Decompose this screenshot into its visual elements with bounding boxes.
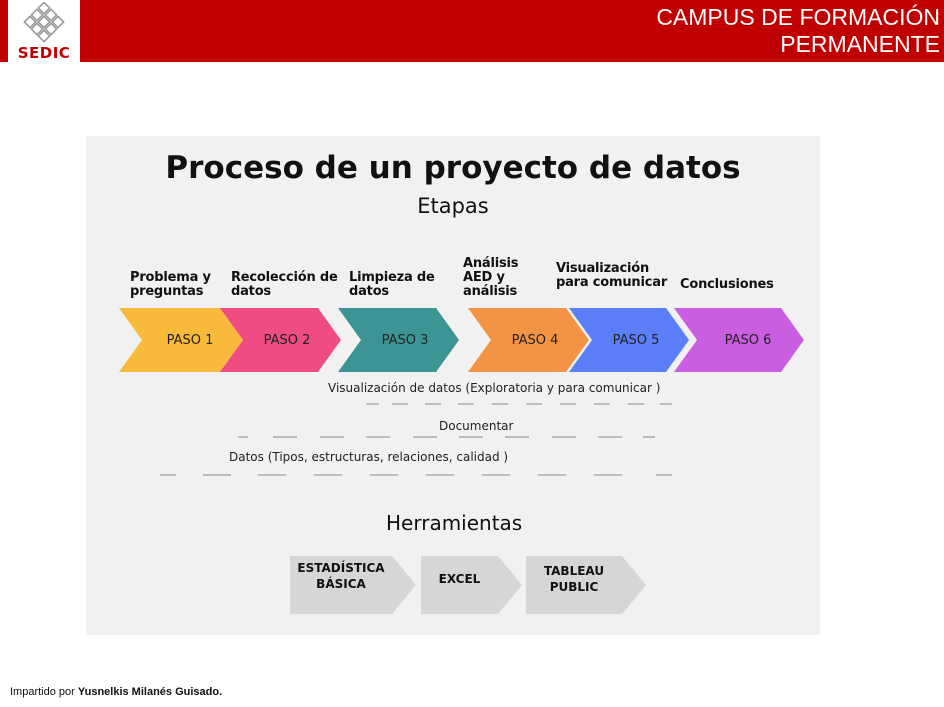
footer-prefix: Impartido por bbox=[10, 686, 78, 698]
step-5-label: Visualización para comunicar bbox=[556, 261, 668, 290]
step-3-chevron-text: PASO 3 bbox=[381, 333, 429, 348]
step-6-label: Conclusiones bbox=[680, 277, 774, 292]
step-1-label: Problema y preguntas bbox=[130, 270, 211, 299]
logo-text: SEDIC bbox=[17, 44, 71, 62]
tool-3-label: TABLEAU PUBLIC bbox=[543, 564, 605, 594]
tool-1-label: ESTADÍSTICA BÁSICA bbox=[297, 561, 385, 591]
campus-title-line2: PERMANENTE bbox=[780, 31, 940, 57]
step-2-chevron-text: PASO 2 bbox=[263, 333, 311, 348]
tool-2-label: EXCEL bbox=[438, 572, 481, 586]
footer-credit bbox=[10, 686, 222, 698]
step-4-chevron-text: PASO 4 bbox=[511, 333, 559, 348]
visualizacion-line-label: Visualización de datos (Exploratoria y para comunicar ) bbox=[328, 381, 661, 395]
documentar-line-label: Documentar bbox=[439, 419, 514, 433]
footer-author: Yusnelkis Milanés Guisado. bbox=[77, 686, 223, 698]
step-3-label: Limpieza de datos bbox=[349, 270, 435, 299]
slide-title: Proceso de un proyecto de datos bbox=[165, 150, 741, 186]
step-4-label: Análisis AED y análisis bbox=[463, 256, 519, 299]
campus-title-line1: CAMPUS DE FORMACIÓN bbox=[656, 4, 940, 30]
datos-line-label: Datos (Tipos, estructuras, relaciones, calidad ) bbox=[229, 450, 509, 464]
herramientas-title: Herramientas bbox=[386, 511, 523, 535]
step-1-chevron-text: PASO 1 bbox=[166, 333, 214, 348]
step-6-chevron-text: PASO 6 bbox=[724, 333, 772, 348]
step-2-label: Recolección de datos bbox=[231, 270, 338, 299]
step-5-chevron-text: PASO 5 bbox=[612, 333, 660, 348]
slide-subtitle: Etapas bbox=[417, 194, 489, 218]
